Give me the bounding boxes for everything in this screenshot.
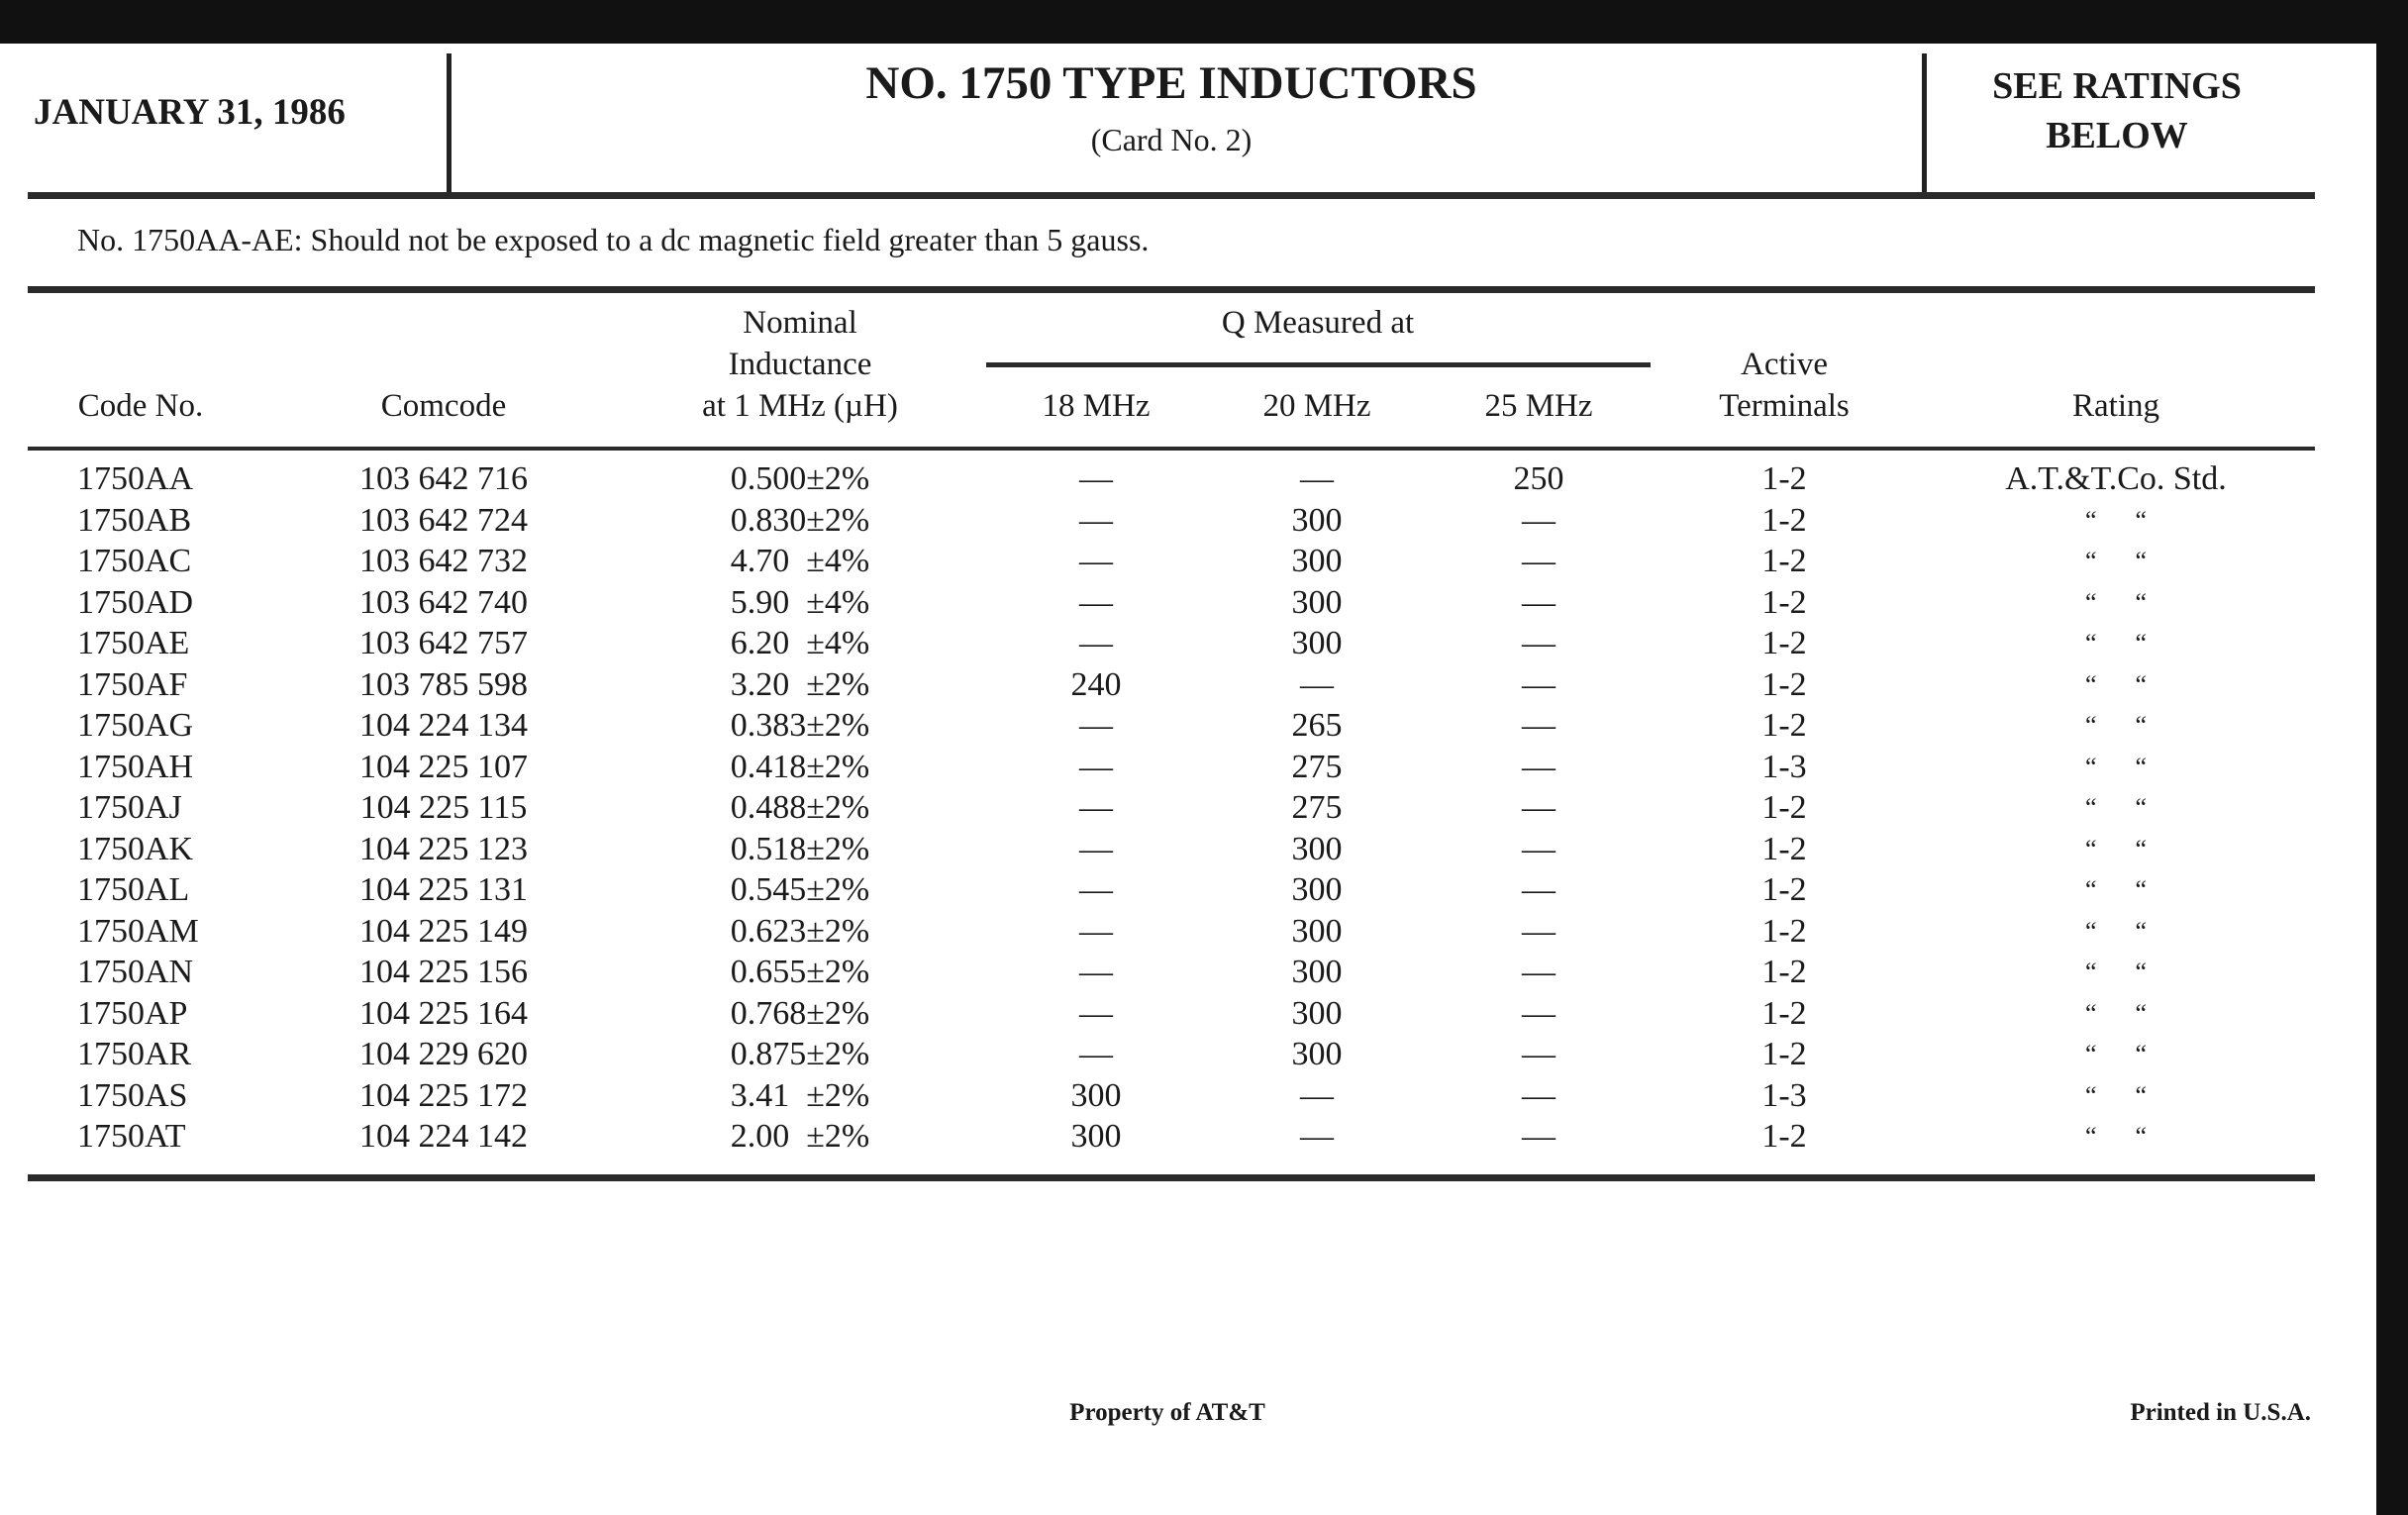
cell-code-no: 1750AN — [77, 954, 194, 990]
cell-q-20mhz: 275 — [1291, 789, 1343, 826]
cell-comcode: 104 225 123 — [359, 830, 528, 867]
footer-property: Property of AT&T — [1069, 1399, 1265, 1426]
cell-nominal-inductance: 0.655±2% — [730, 954, 870, 990]
table-header-rule — [28, 447, 2315, 451]
cell-q-18mhz: — — [1079, 748, 1113, 785]
cell-active-terminals: 1-2 — [1761, 994, 1807, 1032]
cell-q-25mhz: 250 — [1513, 460, 1564, 497]
cell-nominal-inductance: 4.70 ±4% — [730, 543, 870, 579]
cell-code-no: 1750AC — [77, 543, 192, 579]
cell-comcode: 104 225 149 — [359, 912, 528, 950]
cell-comcode: 103 642 724 — [359, 501, 528, 539]
cell-active-terminals: 1-2 — [1761, 707, 1807, 744]
header-18mhz: 18 MHz — [1042, 388, 1151, 424]
header-25mhz: 25 MHz — [1484, 388, 1593, 424]
cell-code-no: 1750AK — [77, 830, 194, 867]
cell-q-20mhz: 300 — [1291, 830, 1343, 867]
cell-q-18mhz: — — [1079, 501, 1113, 539]
cell-comcode: 104 225 107 — [359, 748, 528, 785]
cell-nominal-inductance: 0.830±2% — [730, 501, 870, 539]
header-rating: Rating — [2072, 388, 2159, 424]
cell-code-no: 1750AS — [77, 1076, 188, 1114]
cell-q-25mhz: — — [1522, 954, 1555, 990]
cell-q-18mhz: — — [1079, 583, 1113, 621]
cell-q-25mhz: — — [1522, 625, 1555, 661]
cell-code-no: 1750AT — [77, 1118, 186, 1155]
cell-active-terminals: 1-2 — [1761, 830, 1807, 867]
cell-rating: “ “ — [2084, 629, 2148, 657]
cell-nominal-inductance: 0.623±2% — [730, 912, 870, 950]
cell-active-terminals: 1-2 — [1761, 871, 1807, 908]
scan-border-top — [0, 0, 2408, 44]
cell-q-20mhz: — — [1300, 1118, 1334, 1155]
cell-comcode: 103 785 598 — [359, 665, 528, 703]
cell-q-18mhz: — — [1079, 830, 1113, 867]
cell-active-terminals: 1-2 — [1761, 1036, 1807, 1072]
cell-code-no: 1750AB — [77, 501, 192, 539]
cell-q-20mhz: 300 — [1291, 912, 1343, 950]
cell-q-20mhz: 265 — [1291, 707, 1343, 744]
cell-code-no: 1750AP — [77, 994, 188, 1032]
cell-q-25mhz: — — [1522, 830, 1555, 867]
ratings-note-line2: BELOW — [2046, 115, 2188, 156]
cell-active-terminals: 1-2 — [1761, 543, 1807, 579]
cell-rating: “ “ — [2084, 1080, 2148, 1110]
cell-rating: “ “ — [2084, 875, 2148, 904]
cell-q-20mhz: — — [1300, 460, 1334, 497]
cell-active-terminals: 1-2 — [1761, 954, 1807, 990]
footer-printed: Printed in U.S.A. — [2130, 1399, 2311, 1426]
cell-q-20mhz: 275 — [1291, 748, 1343, 785]
cell-active-terminals: 1-2 — [1761, 912, 1807, 950]
header-code-no: Code No. — [77, 388, 204, 424]
cell-active-terminals: 1-2 — [1761, 501, 1807, 539]
cell-rating: “ “ — [2084, 547, 2148, 575]
cell-q-25mhz: — — [1522, 665, 1555, 703]
cell-q-25mhz: — — [1522, 707, 1555, 744]
cell-comcode: 104 224 134 — [359, 707, 528, 744]
cell-q-20mhz: 300 — [1291, 871, 1343, 908]
cell-q-25mhz: — — [1522, 748, 1555, 785]
cell-comcode: 104 225 115 — [359, 789, 528, 826]
header-q-measured: Q Measured at — [1221, 305, 1415, 341]
cell-nominal-inductance: 0.768±2% — [730, 994, 870, 1032]
cell-nominal-inductance: 5.90 ±4% — [730, 583, 870, 621]
card-date: JANUARY 31, 1986 — [34, 92, 346, 133]
header-active-1: Active — [1741, 347, 1828, 382]
scan-border-right — [2376, 0, 2408, 1515]
cell-code-no: 1750AG — [77, 707, 194, 744]
cell-q-18mhz: — — [1079, 707, 1113, 744]
cell-q-18mhz: — — [1079, 625, 1113, 661]
header-nominal-2: Inductance — [728, 347, 872, 382]
cell-comcode: 104 225 172 — [359, 1076, 528, 1114]
header-divider-left — [447, 53, 452, 196]
cell-rating: “ “ — [2084, 752, 2148, 781]
cell-code-no: 1750AJ — [77, 789, 182, 826]
cell-code-no: 1750AH — [77, 748, 194, 785]
cell-comcode: 103 642 716 — [359, 460, 528, 497]
cell-nominal-inductance: 2.00 ±2% — [730, 1118, 870, 1155]
note-rule — [28, 286, 2315, 293]
header-active-2: Terminals — [1719, 388, 1850, 424]
cell-active-terminals: 1-2 — [1761, 625, 1807, 661]
cell-code-no: 1750AR — [77, 1036, 192, 1072]
cell-nominal-inductance: 0.488±2% — [730, 789, 870, 826]
cell-comcode: 104 225 164 — [359, 994, 528, 1032]
cell-rating: “ “ — [2084, 669, 2148, 699]
cell-q-20mhz: 300 — [1291, 625, 1343, 661]
cell-q-20mhz: 300 — [1291, 954, 1343, 990]
cell-q-25mhz: — — [1522, 994, 1555, 1032]
cell-q-18mhz: — — [1079, 994, 1113, 1032]
cell-q-25mhz: — — [1522, 871, 1555, 908]
cell-comcode: 103 642 757 — [359, 625, 528, 661]
cell-rating: “ “ — [2084, 998, 2148, 1028]
cell-code-no: 1750AF — [77, 665, 188, 703]
cell-rating: “ “ — [2084, 505, 2148, 535]
cell-q-18mhz: — — [1079, 912, 1113, 950]
cell-active-terminals: 1-2 — [1761, 460, 1807, 497]
cell-q-25mhz: — — [1522, 543, 1555, 579]
cell-q-20mhz: 300 — [1291, 1036, 1343, 1072]
cell-q-18mhz: — — [1079, 543, 1113, 579]
cell-comcode: 104 225 131 — [359, 871, 528, 908]
cell-active-terminals: 1-2 — [1761, 583, 1807, 621]
cell-comcode: 104 229 620 — [359, 1036, 528, 1072]
cell-rating: “ “ — [2084, 587, 2148, 617]
cell-comcode: 103 642 740 — [359, 583, 528, 621]
cell-nominal-inductance: 0.383±2% — [730, 707, 870, 744]
cell-active-terminals: 1-2 — [1761, 789, 1807, 826]
cell-comcode: 104 224 142 — [359, 1118, 528, 1155]
cell-q-25mhz: — — [1522, 1076, 1555, 1114]
cell-nominal-inductance: 3.20 ±2% — [730, 665, 870, 703]
cell-q-20mhz: 300 — [1291, 543, 1343, 579]
cell-q-20mhz: 300 — [1291, 994, 1343, 1032]
cell-active-terminals: 1-3 — [1761, 748, 1807, 785]
header-20mhz: 20 MHz — [1262, 388, 1371, 424]
header-comcode: Comcode — [380, 388, 507, 424]
cell-nominal-inductance: 3.41 ±2% — [730, 1076, 870, 1114]
cell-q-18mhz: — — [1079, 954, 1113, 990]
cell-active-terminals: 1-3 — [1761, 1076, 1807, 1114]
ratings-note-line1: SEE RATINGS — [1992, 65, 2242, 107]
cell-q-20mhz: 300 — [1291, 501, 1343, 539]
cell-q-18mhz: 240 — [1070, 665, 1122, 703]
cell-nominal-inductance: 0.500±2% — [730, 460, 870, 497]
cell-nominal-inductance: 0.418±2% — [730, 748, 870, 785]
cell-comcode: 104 225 156 — [359, 954, 528, 990]
q-group-rule — [986, 362, 1651, 367]
cell-rating: “ “ — [2084, 711, 2148, 740]
cell-nominal-inductance: 0.875±2% — [730, 1036, 870, 1072]
table-bottom-rule — [28, 1174, 2315, 1181]
cell-q-18mhz: — — [1079, 789, 1113, 826]
magnetic-field-note: No. 1750AA-AE: Should not be exposed to a dc magnetic field greater than 5 gauss. — [77, 222, 1150, 257]
cell-rating: “ “ — [2084, 1040, 2148, 1068]
cell-q-25mhz: — — [1522, 1118, 1555, 1155]
cell-code-no: 1750AL — [77, 871, 190, 908]
cell-q-25mhz: — — [1522, 789, 1555, 826]
cell-rating: A.T.&T.Co. Std. — [2005, 460, 2227, 497]
header-divider-right — [1922, 53, 1927, 196]
cell-rating: “ “ — [2084, 958, 2148, 986]
cell-q-25mhz: — — [1522, 1036, 1555, 1072]
cell-rating: “ “ — [2084, 1122, 2148, 1151]
cell-q-20mhz: 300 — [1291, 583, 1343, 621]
cell-rating: “ “ — [2084, 793, 2148, 822]
header-nominal-3: at 1 MHz (µH) — [702, 388, 898, 424]
cell-code-no: 1750AD — [77, 583, 194, 621]
cell-active-terminals: 1-2 — [1761, 665, 1807, 703]
cell-code-no: 1750AA — [77, 460, 194, 497]
cell-q-25mhz: — — [1522, 583, 1555, 621]
page-title: NO. 1750 TYPE INDUCTORS — [865, 57, 1477, 109]
cell-q-20mhz: — — [1300, 665, 1334, 703]
cell-q-18mhz: — — [1079, 871, 1113, 908]
cell-q-25mhz: — — [1522, 501, 1555, 539]
cell-code-no: 1750AE — [77, 625, 190, 661]
cell-nominal-inductance: 0.545±2% — [730, 871, 870, 908]
cell-q-20mhz: — — [1300, 1076, 1334, 1114]
cell-q-18mhz: — — [1079, 460, 1113, 497]
card-subtitle: (Card No. 2) — [1090, 122, 1253, 157]
cell-q-18mhz: 300 — [1070, 1076, 1122, 1114]
cell-code-no: 1750AM — [77, 912, 199, 950]
cell-nominal-inductance: 0.518±2% — [730, 830, 870, 867]
cell-active-terminals: 1-2 — [1761, 1118, 1807, 1155]
cell-rating: “ “ — [2084, 834, 2148, 863]
header-nominal-1: Nominal — [743, 305, 857, 341]
cell-q-18mhz: — — [1079, 1036, 1113, 1072]
cell-rating: “ “ — [2084, 916, 2148, 946]
cell-q-25mhz: — — [1522, 912, 1555, 950]
cell-comcode: 103 642 732 — [359, 543, 528, 579]
cell-q-18mhz: 300 — [1070, 1118, 1122, 1155]
header-rule — [28, 192, 2315, 199]
cell-nominal-inductance: 6.20 ±4% — [730, 625, 870, 661]
